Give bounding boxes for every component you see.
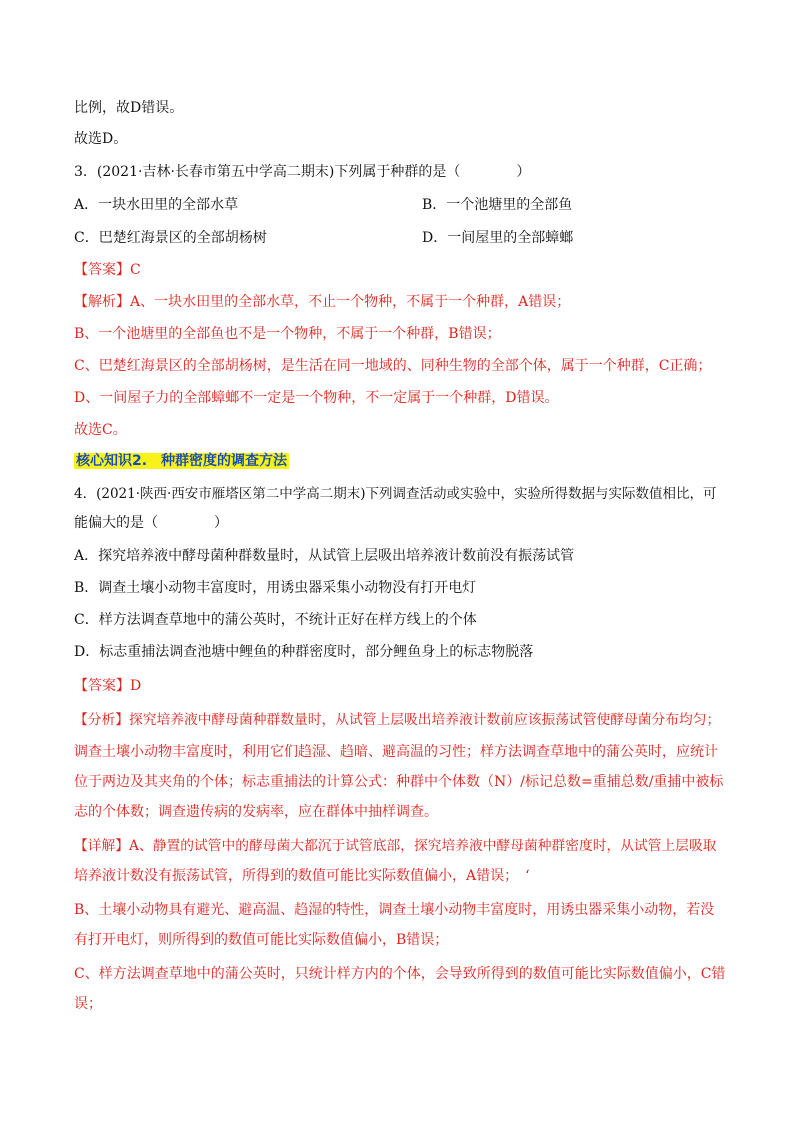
fenxi-tag: 【分析】 bbox=[74, 712, 130, 728]
fenxi-line: 位于两边及其夹角的个体；标志重捕法的计算公式：种群中个体数（N）/标记总数=重捕总数/重捕中被标 bbox=[74, 774, 724, 790]
option-a: A．探究培养液中酵母菌种群数量时，从试管上层吸出培养液计数前没有振荡试管 bbox=[74, 548, 575, 564]
question-3-options-row-2 bbox=[74, 228, 724, 248]
answer-value: D bbox=[130, 678, 142, 694]
xiangjie-line: 培养液计数没有振荡试管，所得到的数值可能比实际数值偏小，A错误； ‘ bbox=[74, 868, 530, 884]
analysis-line: B、一个池塘里的全部鱼也不是一个物种，不属于一个种群，B错误； bbox=[74, 326, 501, 342]
analysis-text: A、一块水田里的全部水草，不止一个物种，不属于一个种群，A错误； bbox=[130, 294, 571, 310]
section-heading-text: 核心知识2. 种群密度的调查方法 bbox=[76, 453, 288, 469]
analysis-tag: 【解析】 bbox=[74, 294, 130, 310]
answer-tag: 【答案】 bbox=[74, 262, 130, 278]
question-4-stem-cont bbox=[74, 513, 724, 533]
section-heading bbox=[74, 451, 724, 471]
option-c: C．巴楚红海景区的全部胡杨树 bbox=[74, 230, 267, 246]
option-b: B．一个池塘里的全部鱼 bbox=[422, 197, 573, 213]
question-4-stem-text: 能偏大的是（ bbox=[74, 515, 158, 531]
analysis-line bbox=[74, 292, 724, 312]
analysis-line: C、巴楚红海景区的全部胡杨树，是生活在同一地域的、同种生物的全部个体，属于一个种群，C正确； bbox=[74, 358, 712, 374]
option-d: D．一间屋里的全部蟑螂 bbox=[422, 230, 574, 246]
answer-line bbox=[74, 260, 724, 280]
xiangjie-line bbox=[74, 836, 724, 856]
answer-line bbox=[74, 676, 724, 696]
question-4-stem: 4．(2021·陕西·西安市雁塔区第二中学高二期末)下列调查活动或实验中，实验所得数据与实际数值相比，可 bbox=[74, 486, 717, 502]
xiangjie-text: A、静置的试管中的酵母菌大都沉于试管底部，探究培养液中酵母菌种群密度时，从试管上层吸取 bbox=[129, 838, 717, 854]
xiangjie-line: 有打开电灯，则所得到的数值可能比实际数值偏小，B错误； bbox=[74, 932, 449, 948]
option-d: D．标志重捕法调查池塘中鲤鱼的种群密度时，部分鲤鱼身上的标志物脱落 bbox=[74, 644, 534, 660]
analysis-line: D、一间屋子力的全部蟑螂不一定是一个物种，不一定属于一个种群，D错误。 bbox=[74, 390, 559, 406]
question-3-paren-close: ） bbox=[516, 164, 531, 180]
fenxi-line: 调查土壤小动物丰富度时，利用它们趋湿、趋暗、避高温的习性；样方法调查草地中的蒲公英时，应统计 bbox=[74, 744, 718, 760]
question-4-paren-close: ） bbox=[214, 515, 228, 531]
xiangjie-line: C、样方法调查草地中的蒲公英时，只统计样方内的个体，会导致所得到的数值可能比实际数值偏小，C错 bbox=[74, 966, 726, 982]
question-3-stem-text: 3．(2021·吉林·长春市第五中学高二期末)下列属于种群的是（ bbox=[74, 164, 461, 180]
answer-value: C bbox=[130, 262, 141, 278]
xiangjie-line: 误； bbox=[74, 996, 102, 1012]
option-b: B．调查土壤小动物丰富度时，用诱虫器采集小动物没有打开电灯 bbox=[74, 580, 477, 596]
xiangjie-line: B、土壤小动物具有避光、避高温、趋湿的特性，调查土壤小动物丰富度时，用诱虫器采集小动物，若没 bbox=[74, 902, 715, 918]
question-3-stem bbox=[74, 162, 724, 182]
fenxi-text: 探究培养液中酵母菌种群数量时，从试管上层吸出培养液计数前应该振荡试管使酵母菌分布均匀； bbox=[129, 712, 721, 728]
option-c: C．样方法调查草地中的蒲公英时，不统计正好在样方线上的个体 bbox=[74, 612, 477, 628]
option-a: A．一块水田里的全部水草 bbox=[74, 197, 239, 213]
answer-tag: 【答案】 bbox=[74, 678, 130, 694]
fenxi-line bbox=[74, 710, 724, 730]
xiangjie-tag: 【详解】 bbox=[74, 838, 130, 854]
text-line: 比例，故D错误。 bbox=[74, 100, 184, 116]
question-3-options-row-1 bbox=[74, 195, 724, 215]
text-line: 故选D。 bbox=[74, 131, 128, 147]
fenxi-line: 志的个体数；调查遗传病的发病率，应在群体中抽样调查。 bbox=[74, 804, 438, 820]
choice-line: 故选C。 bbox=[74, 422, 127, 438]
